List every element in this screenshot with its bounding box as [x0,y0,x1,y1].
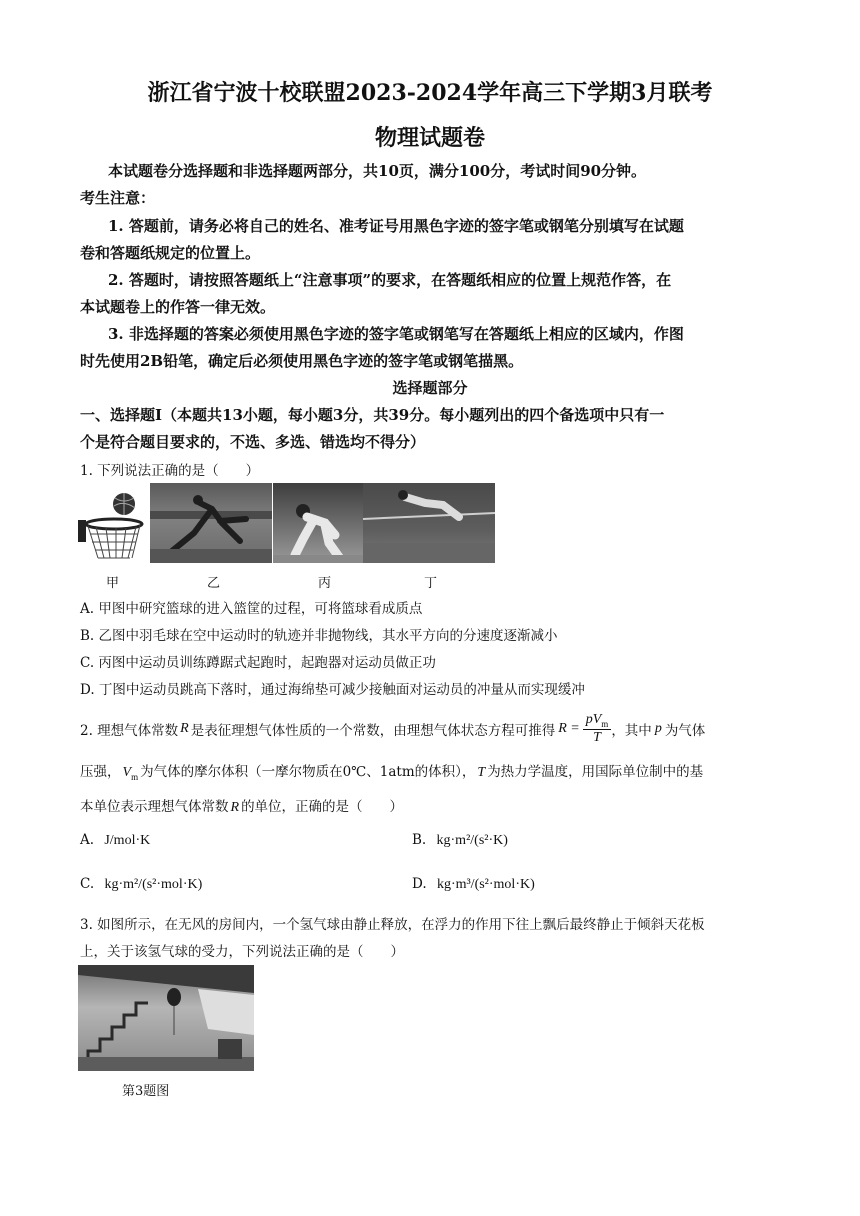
q2-option-d-label: D. [412,876,427,892]
part-title: 选择题部分 [392,379,468,397]
q2-line2-a: 压强， [80,764,121,780]
q2-stem-line1 [80,712,705,746]
q1-label-ding: 丁 [424,576,438,591]
q2-option-b-label: B. [412,832,427,848]
q2-option-b [412,832,508,849]
q2-symbol-vm [123,765,139,782]
notice-item-1b: 卷和答题纸规定的位置上。 [80,244,261,262]
section-heading-b: 个是符合题目要求的，不选、多选、错选均不得分） [80,433,426,451]
q2-option-c-value: kg·m²/(s²·mol·K) [104,877,203,892]
q2-fraction [583,712,612,746]
q2-option-a [80,832,150,849]
q1-label-bing: 丙 [318,576,332,591]
q1-label-jia: 甲 [106,576,120,591]
high-jump-photo [363,483,495,563]
q2-line2-c: 为热力学温度，用国际单位制中的基 [487,764,704,780]
q2-option-b-value: kg·m²/(s²·K) [436,833,508,848]
q2-stem-line3 [80,795,403,816]
notice-heading: 考生注意： [80,189,156,207]
q2-frac-den: T [593,729,601,745]
q1-option-a: A. 甲图中研究篮球的进入篮筐的过程，可将篮球看成质点 [80,601,423,617]
notice-item-2b: 本试题卷上的作答一律无效。 [80,298,276,316]
q3-stem-a: 3. 如图所示，在无风的房间内，一个氢气球由静止释放，在浮力的作用下往上飘后最终静止于倾斜天花板 [80,917,705,933]
q1-label-yi: 乙 [207,576,221,591]
basketball-hoop-image [78,486,150,564]
badminton-photo [150,483,272,563]
notice-item-3a: 3. 非选择题的答案必须使用黑色字迹的签字笔或钢笔写在答题纸上相应的区域内，作图 [108,325,684,343]
intro-text: 本试题卷分选择题和非选择题两部分，共10页，满分100分，考试时间90分钟。 [108,162,647,180]
balloon-room-photo [78,965,254,1071]
notice-item-2a: 2. 答题时，请按照答题纸上“注意事项”的要求，在答题纸相应的位置上规范作答，在 [108,271,672,289]
q1-stem: 1. 下列说法正确的是（ ） [80,463,260,479]
q2-stem-c: ，其中 [611,722,652,739]
page-subtitle: 物理试题卷 [374,125,485,151]
q2-option-a-value: J/mol·K [104,833,151,848]
q1-option-b: B. 乙图中羽毛球在空中运动时的轨迹并非抛物线，其水平方向的分速度逐渐减小 [80,628,558,644]
q2-line3-a: 本单位表示理想气体常数 [80,799,229,815]
q2-option-c [80,876,202,893]
page-title: 浙江省宁波十校联盟2023-2024学年高三下学期3月联考 [147,80,713,106]
q2-line3-symbol-r: R [230,800,240,815]
q2-stem-b: 是表征理想气体性质的一个常数，由理想气体状态方程可推得 [190,722,556,739]
q2-eq-r: R = [558,720,580,736]
q2-stem-line2 [80,760,703,782]
q2-option-d-value: kg·m³/(s²·mol·K) [436,877,535,892]
q3-figure-caption: 第3题图 [122,1084,170,1099]
notice-item-1a: 1. 答题前，请务必将自己的姓名、准考证号用黑色字迹的签字笔或钢笔分别填写在试题 [108,217,684,235]
q3-stem-b: 上，关于该氢气球的受力，下列说法正确的是（ ） [80,944,404,960]
sprint-start-photo [273,483,363,563]
q2-vm-v: V [122,765,132,780]
q2-option-d [412,876,535,893]
q1-option-c: C. 丙图中运动员训练蹲踞式起跑时，起跑器对运动员做正功 [80,655,436,671]
q2-symbol-r: R [180,720,189,736]
q2-line3-b: 的单位，正确的是（ ） [241,799,404,815]
q2-vm-sub: m [131,771,139,782]
q1-option-d: D. 丁图中运动员跳高下落时，通过海绵垫可减少接触面对运动员的冲量从而实现缓冲 [80,682,585,698]
q2-frac-num-sub: m [601,718,609,729]
q2-option-c-label: C. [80,876,95,892]
section-heading-a: 一、选择题Ⅰ（本题共13小题，每小题3分，共39分。每小题列出的四个备选项中只有一 [80,406,665,424]
q2-stem-d: 为气体 [664,722,706,739]
q2-symbol-t: T [477,765,486,780]
notice-item-3b: 时先使用2B铅笔，确定后必须使用黑色字迹的签字笔或钢笔描黑。 [80,352,524,370]
q2-line2-b: 为气体的摩尔体积（一摩尔物质在0℃、1atm的体积）， [140,764,476,780]
q2-frac-num: pV [585,712,602,727]
q2-option-a-label: A. [80,832,95,848]
q2-symbol-p: p [654,720,662,736]
q2-stem-a: 2. 理想气体常数 [80,722,179,739]
